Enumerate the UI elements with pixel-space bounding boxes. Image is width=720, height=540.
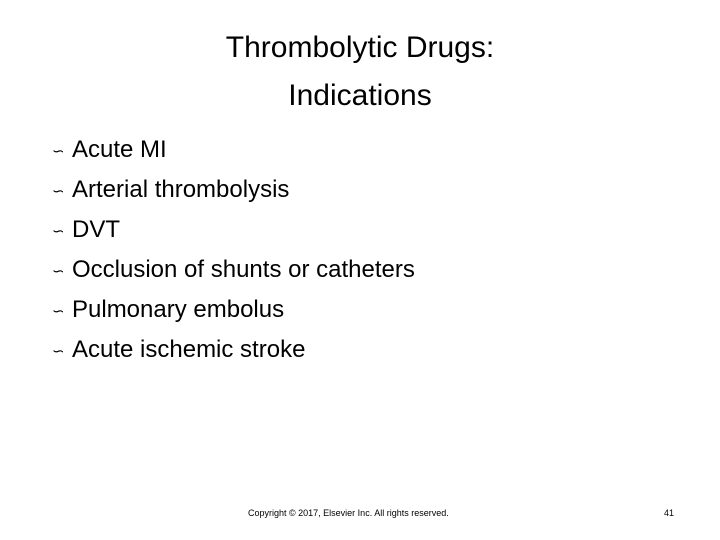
wave-bullet-icon: ∽ bbox=[52, 262, 65, 280]
bullet-item-dvt bbox=[52, 210, 415, 250]
bullet-text: Acute ischemic stroke bbox=[72, 336, 306, 363]
bullet-item-arterial-thrombolysis bbox=[52, 170, 415, 210]
title-line-1: Thrombolytic Drugs: bbox=[225, 31, 495, 64]
bullet-item-pulmonary-embolus bbox=[52, 290, 415, 330]
bullet-list bbox=[52, 130, 415, 370]
page-number: 41 bbox=[664, 508, 675, 518]
bullet-text: Occlusion of shunts or catheters bbox=[72, 256, 415, 283]
wave-bullet-icon: ∽ bbox=[52, 342, 65, 360]
bullet-text: DVT bbox=[72, 216, 120, 243]
title-line-2: Indications bbox=[288, 79, 432, 112]
bullet-text: Arterial thrombolysis bbox=[72, 176, 290, 203]
bullet-item-ischemic-stroke bbox=[52, 330, 415, 370]
footer-copyright: Copyright © 2017, Elsevier Inc. All rights reserved. bbox=[248, 508, 449, 518]
bullet-item-acute-mi bbox=[52, 130, 415, 170]
slide-title bbox=[60, 24, 660, 120]
wave-bullet-icon: ∽ bbox=[52, 182, 65, 200]
bullet-item-occlusion bbox=[52, 250, 415, 290]
wave-bullet-icon: ∽ bbox=[52, 302, 65, 320]
bullet-text: Pulmonary embolus bbox=[72, 296, 285, 323]
wave-bullet-icon: ∽ bbox=[52, 142, 65, 160]
wave-bullet-icon: ∽ bbox=[52, 222, 65, 240]
bullet-text: Acute MI bbox=[72, 136, 167, 163]
